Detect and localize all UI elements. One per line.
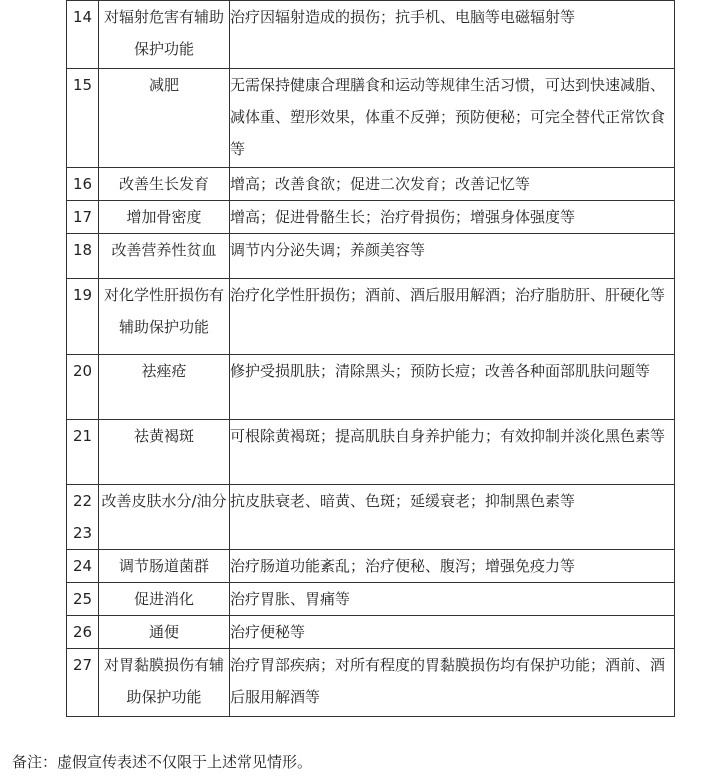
function-name: 促进消化 (99, 583, 230, 616)
function-name: 对辐射危害有辅助保护功能 (99, 1, 230, 69)
function-name: 改善皮肤水分/油分 (99, 485, 230, 550)
table-row (67, 485, 675, 550)
claim-description: 调节内分泌失调；养颜美容等 (230, 234, 675, 279)
row-number: 24 (67, 550, 99, 583)
row-number: 15 (67, 69, 99, 168)
table-row (67, 201, 675, 234)
row-number: 27 (67, 649, 99, 717)
claim-description: 抗皮肤衰老、暗黄、色斑；延缓衰老；抑制黑色素等 (230, 485, 675, 550)
function-name: 通便 (99, 616, 230, 649)
row-number: 16 (67, 168, 99, 201)
claim-description: 增高；促进骨骼生长；治疗骨损伤；增强身体强度等 (230, 201, 675, 234)
row-number: 20 (67, 355, 99, 420)
row-number-second: 23 (72, 524, 93, 542)
row-number-first: 22 (72, 492, 93, 510)
function-name: 改善营养性贫血 (99, 234, 230, 279)
claim-description: 治疗化学性肝损伤；酒前、酒后服用解酒；治疗脂肪肝、肝硬化等 (230, 279, 675, 355)
table-row (67, 649, 675, 717)
table-row (67, 550, 675, 583)
table-row (67, 420, 675, 485)
claim-description: 治疗胃部疾病；对所有程度的胃黏膜损伤均有保护功能；酒前、酒后服用解酒等 (230, 649, 675, 717)
claim-description: 治疗胃胀、胃痛等 (230, 583, 675, 616)
table-row (67, 583, 675, 616)
footnote: 备注：虚假宣传表述不仅限于上述常见情形。 (12, 753, 313, 771)
table-row (67, 279, 675, 355)
function-name: 对胃黏膜损伤有辅助保护功能 (99, 649, 230, 717)
function-name: 减肥 (99, 69, 230, 168)
function-name: 对化学性肝损伤有辅助保护功能 (99, 279, 230, 355)
claim-description: 修护受损肌肤；清除黑头；预防长痘；改善各种面部肌肤问题等 (230, 355, 675, 420)
claim-description: 无需保持健康合理膳食和运动等规律生活习惯，可达到快速减脂、减体重、塑形效果，体重不反弹；预防便秘；可完全替代正常饮食等 (230, 69, 675, 168)
function-name: 改善生长发育 (99, 168, 230, 201)
function-name: 祛痤疮 (99, 355, 230, 420)
claim-description: 增高；改善食欲；促进二次发育；改善记忆等 (230, 168, 675, 201)
claim-description: 治疗肠道功能紊乱；治疗便秘、腹泻；增强免疫力等 (230, 550, 675, 583)
row-number: 26 (67, 616, 99, 649)
table-row (67, 69, 675, 168)
function-name: 调节肠道菌群 (99, 550, 230, 583)
table-row (67, 355, 675, 420)
row-number: 17 (67, 201, 99, 234)
claim-description: 可根除黄褐斑；提高肌肤自身养护能力；有效抑制并淡化黑色素等 (230, 420, 675, 485)
row-number (67, 485, 99, 550)
row-number: 25 (67, 583, 99, 616)
table-row (67, 234, 675, 279)
table-row (67, 1, 675, 69)
row-number: 14 (67, 1, 99, 69)
row-number: 18 (67, 234, 99, 279)
table-row (67, 168, 675, 201)
function-name: 祛黄褐斑 (99, 420, 230, 485)
row-number: 21 (67, 420, 99, 485)
claims-table (66, 0, 675, 717)
function-name: 增加骨密度 (99, 201, 230, 234)
claim-description: 治疗便秘等 (230, 616, 675, 649)
table-row (67, 616, 675, 649)
row-number: 19 (67, 279, 99, 355)
claim-description: 治疗因辐射造成的损伤；抗手机、电脑等电磁辐射等 (230, 1, 675, 69)
